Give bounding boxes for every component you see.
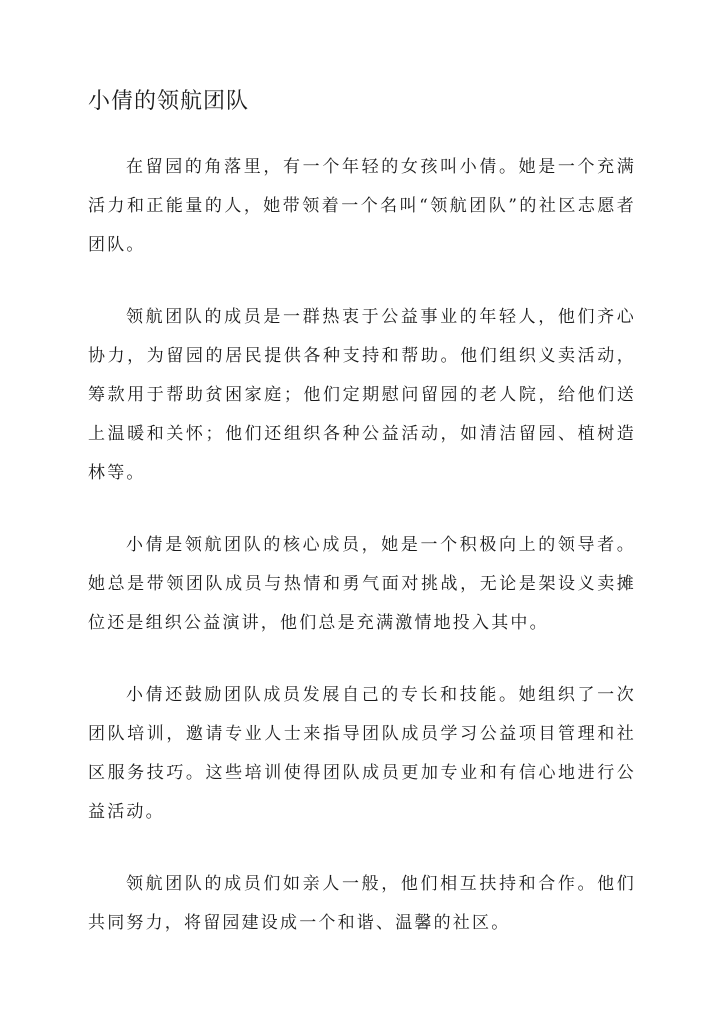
paragraph-4: 小倩还鼓励团队成员发展自己的专长和技能。她组织了一次团队培训，邀请专业人士来指导团队成员学习公益项目管理和社区服务技巧。这些培训使得团队成员更加专业和有信心地进行公益活动。 — [88, 685, 636, 822]
paragraph-2: 领航团队的成员是一群热衷于公益事业的年轻人，他们齐心协力，为留园的居民提供各种支持和帮助。他们组织义卖活动，筹款用于帮助贫困家庭；他们定期慰问留园的老人院，给他们送上温暖和关怀；他们还组织各种公益活动，如清洁留园、植树造林等。 — [88, 307, 636, 483]
paragraph-1: 在留园的角落里，有一个年轻的女孩叫小倩。她是一个充满活力和正能量的人，她带领着一个名叫“领航团队”的社区志愿者团队。 — [88, 157, 636, 255]
paragraph-5: 领航团队的成员们如亲人一般，他们相互扶持和合作。他们共同努力，将留园建设成一个和谐、温馨的社区。 — [88, 874, 636, 933]
document-title: 小倩的领航团队 — [88, 89, 250, 114]
paragraph-3: 小倩是领航团队的核心成员，她是一个积极向上的领导者。她总是带领团队成员与热情和勇气面对挑战，无论是架设义卖摊位还是组织公益演讲，他们总是充满激情地投入其中。 — [88, 535, 636, 633]
document-body — [88, 148, 636, 976]
